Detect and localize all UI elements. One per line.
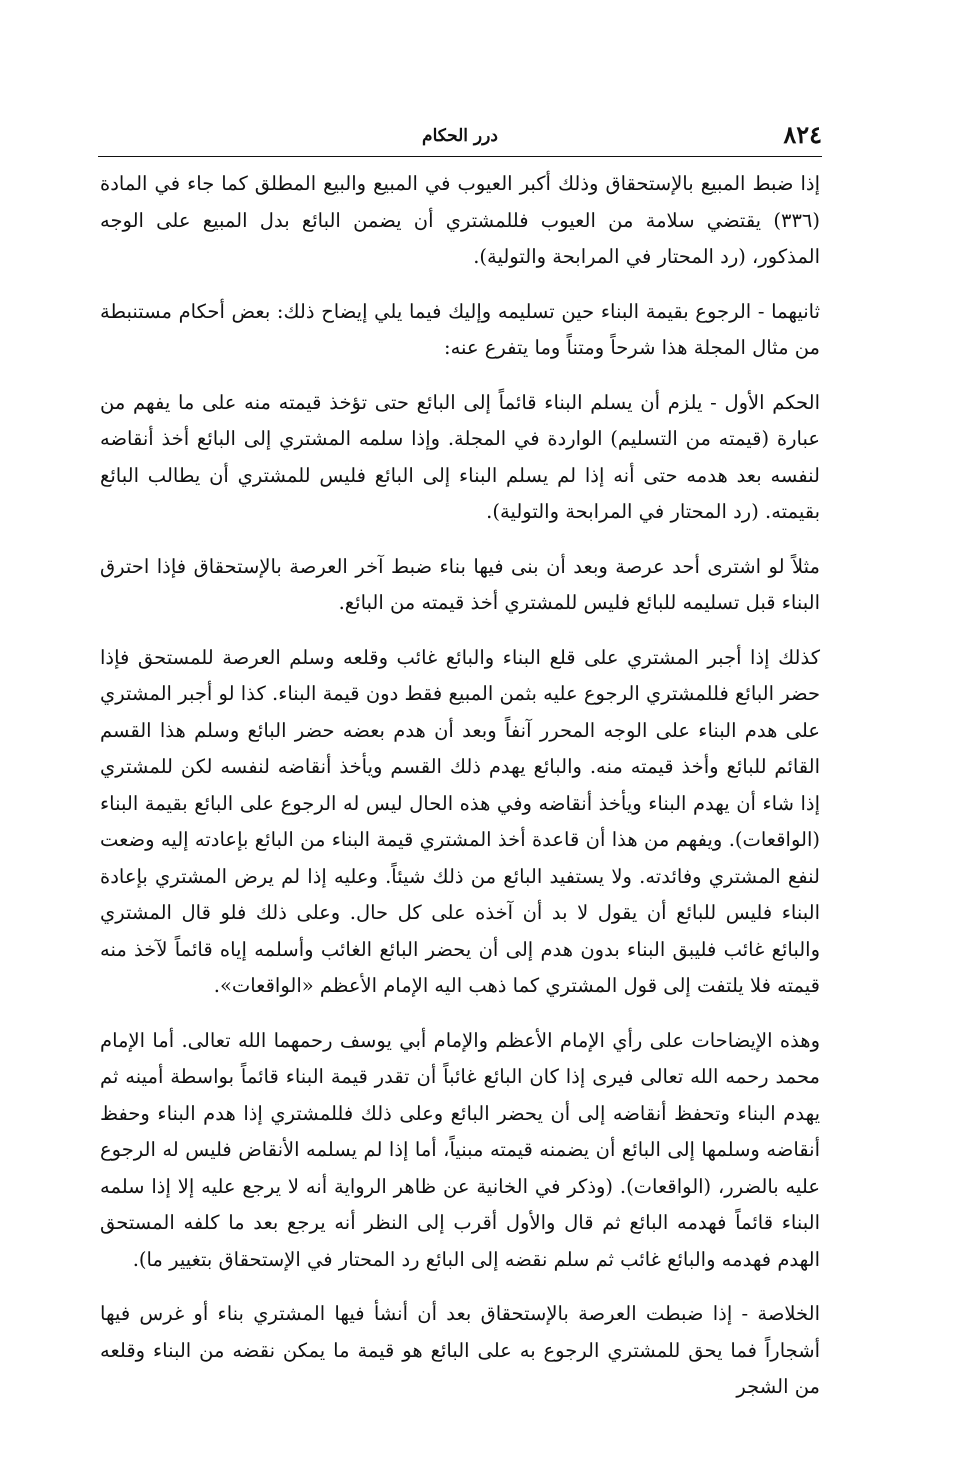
paragraph-7: الخلاصة - إذا ضبطت العرصة بالإستحقاق بعد أن أنشأ فيها المشتري بناء أو غرس فيها أشجاراً فما يحق للمشتري الرجوع به على البائع هو قيمة ما يمكن نقضه من البناء وقلعه من الشجر: [100, 1302, 820, 1398]
header-rule: [98, 156, 822, 157]
paragraph-6: وهذه الإيضاحات على رأي الإمام الأعظم والإمام أبي يوسف رحمهما الله تعالى. أما الإمام محمد رحمه الله تعالى فيرى إذا كان البائع غائباً أن تقدر قيمة البناء قائماً بواسطة أمينه ثم يهدم البناء وتحفظ أنقاضه إلى أن يحضر البائع وعلى ذلك فللمشتري إذا هدم البناء وحفظ أنقاضه وسلمها إلى البائع أن يضمنه قيمته مبنياً، أما إذا لم يسلمه الأنقاض فليس له الرجوع عليه بالضرر، (الواقعات). (وذكر في الخانية عن ظاهر الرواية أنه لا يرجع عليه إلا إذا سلمه البناء قائماً فهدمه البائع ثم قال والأول أقرب إلى النظر أنه يرجع بعد ما كلفه المستحق الهدم فهدمه والبائع غائب ثم سلم نقضه إلى البائع رد المحتار في الإستحقاق بتغيير ما).: [100, 1028, 820, 1271]
paragraph-1: إذا ضبط المبيع بالإستحقاق وذلك أكبر العيوب في المبيع والبيع المطلق كما جاء في المادة (٣٣٦) يقتضي سلامة من العيوب فللمشتري أن يضمن البائع بدل المبيع على الوجه المذكور، (رد المحتار في المرابحة والتولية).: [100, 172, 820, 268]
running-header: [98, 120, 822, 154]
body-text: [100, 166, 820, 1406]
paragraph-3: الحكم الأول - يلزم أن يسلم البناء قائماً إلى البائع حتى تؤخذ قيمته منه على ما يفهم من عبارة (قيمته من التسليم) الواردة في المجلة. وإذا سلمه المشتري إلى البائع أخذ أنقاضه لنفسه بعد هدمه حتى أنه إذا لم يسلم البناء إلى البائع فليس للمشتري أن يطالب البائع بقيمته. (رد المحتار في المرابحة والتولية).: [100, 390, 820, 523]
paragraph-5: كذلك إذا أجبر المشتري على قلع البناء والبائع غائب وقلعه وسلم العرصة للمستحق فإذا حضر البائع فللمشتري الرجوع عليه بثمن المبيع فقط دون قيمة البناء. كذا لو أجبر المشتري على هدم البناء على الوجه المحرر آنفاً وبعد أن هدم بعضه حضر البائع وسلم هذا القسم القائم للبائع وأخذ قيمته منه. والبائع يهدم ذلك القسم ويأخذ أنقاضه لنفسه لكن للمشتري إذا شاء أن يهدم البناء ويأخذ أنقاضه وفي هذه الحال ليس له الرجوع على البائع بقيمة البناء (الواقعات). ويفهم من هذا أن قاعدة أخذ المشتري قيمة البناء من البائع بإعادته إليه وضعت لنفع المشتري وفائدته. ولا يستفيد البائع من ذلك شيئاً. وعليه إذا لم يرض المشتري بإعادة البناء فليس للبائع أن يقول لا بد أن آخذه على كل حال. وعلى ذلك فلو قال المشتري والبائع غائب فليبق البناء بدون هدم إلى أن يحضر البائع الغائب وأسلمه إياه قائماً لآخذ منه قيمته فلا يلتفت إلى قول المشتري كما ذهب اليه الإمام الأعظم «الواقعات».: [100, 645, 820, 997]
paragraph-4: مثلاً لو اشترى أحد عرصة وبعد أن بنى فيها بناء ضبط آخر العرصة بالإستحقاق فإذا احترق البناء قبل تسليمه للبائع فليس للمشتري أخذ قيمته من البائع.: [100, 554, 820, 614]
book-title: درر الحكام: [422, 126, 498, 146]
paragraph-2: ثانيهما - الرجوع بقيمة البناء حين تسليمه وإليك فيما يلي إيضاح ذلك: بعض أحكام مستنبطة من مثال المجلة هذا شرحاً ومتناً وما يتفرع عنه:: [100, 299, 820, 359]
page-number: ٨٢٤: [783, 120, 822, 149]
